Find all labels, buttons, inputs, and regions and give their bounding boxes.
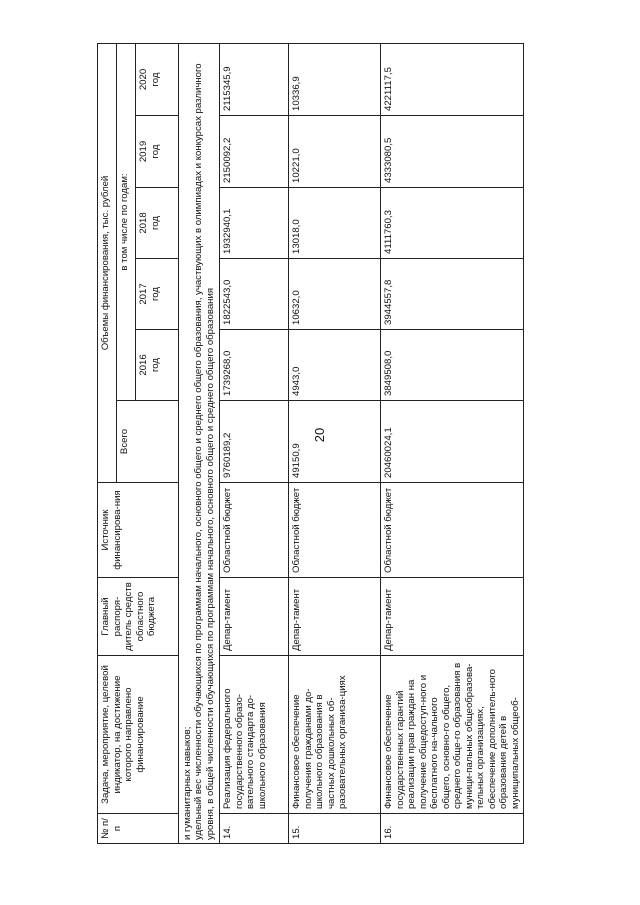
row-task: Финансовое обеспечение государственных гарантий реализации прав граждан на получение общедоступ-ного и бесплатного на-чального общего, основно-го общего, среднего обще-го образования в муници-пальных общеобразова-тельных организациях, обеспечение дополнитель-ного образования детей в муниципальных общеоб- [381,656,524,814]
row-task: Финансовое обеспечение получения гражданами до-школьного образования в частных дошкольных об-разовательных организа-циях [289,656,381,814]
header-year-2018: 2018 год [136,188,179,259]
banner-line-1: и гуманитарных навыков; [182,726,193,840]
row-manager: Депар-тамент [381,578,524,656]
row-2017: 1822543,0 [220,259,289,330]
row-source: Областной бюджет [220,483,289,578]
header-task: Задача, мероприятие, целевой индикатор, на достижение которого направлено финансирование [98,656,179,814]
banner-line-2: удельный вес численности обучающихся по программам начального, основного общего и среднего общего образования, участвующих в олимпиадах и конкурсах различного уровня, в общей численности обучающихся по программам начального, основного общего и среднего общего образования [193,63,216,840]
row-2019: 2150092,2 [220,116,289,188]
row-2018: 1932940,1 [220,188,289,259]
row-2018: 4111760,3 [381,188,524,259]
row-2020: 10336,9 [289,44,381,116]
table-row [289,44,381,844]
page-number: 20 [312,427,327,443]
row-number: 14. [220,814,289,844]
row-2020: 2115345,9 [220,44,289,116]
row-2019: 10221,0 [289,116,381,188]
header-total: Всего [117,401,179,483]
row-2017: 3944557,8 [381,259,524,330]
banner-row [179,44,220,844]
row-2016: 4943,0 [289,330,381,401]
row-task: Реализация федерального государственного образо-вательного стандарта до-школьного образования [220,656,289,814]
financing-table [97,43,524,844]
header-year-2016: 2016 год [136,330,179,401]
header-year-2019: 2019 год [136,116,179,188]
row-total: 49150,9 [289,401,381,483]
header-year-2020: 2020 год [136,44,179,116]
header-by-years: в том числе по годам: [117,44,136,401]
row-manager: Депар-тамент [220,578,289,656]
row-number: 16. [381,814,524,844]
header-year-2017: 2017 год [136,259,179,330]
row-source: Областной бюджет [289,483,381,578]
header-volumes: Объемы финансирования, тыс. рублей [98,44,117,483]
row-2020: 4221117,5 [381,44,524,116]
table-row [220,44,289,844]
row-2018: 13018,0 [289,188,381,259]
header-row-1 [98,44,117,844]
row-source: Областной бюджет [381,483,524,578]
row-total: 20460024,1 [381,401,524,483]
financing-table-sheet [97,44,521,844]
table-row [381,44,524,844]
header-manager: Главный распоря-дитель средств областного бюджета [98,578,179,656]
row-2019: 4333080,5 [381,116,524,188]
row-manager: Депар-тамент [289,578,381,656]
banner-cell [179,44,220,844]
row-number: 15. [289,814,381,844]
row-total: 9760189,2 [220,401,289,483]
header-no: № п/п [98,814,179,844]
row-2016: 1739268,0 [220,330,289,401]
header-source: Источник финансирова-ния [98,483,179,578]
row-2016: 3849508,0 [381,330,524,401]
row-2017: 10632,0 [289,259,381,330]
